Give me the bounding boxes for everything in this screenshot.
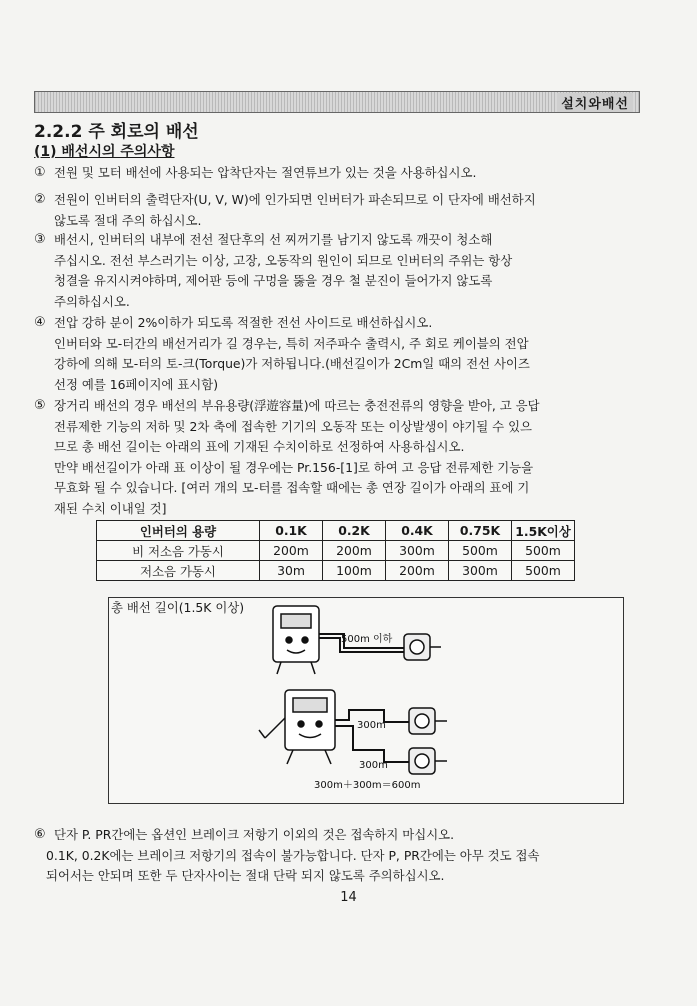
item-number: ① <box>34 165 46 180</box>
item-line: 전압 강하 분이 2%이하가 되도록 적절한 전선 사이드로 배선하십시오. <box>54 315 433 330</box>
item-6 <box>34 825 634 887</box>
table-header-row <box>97 521 575 541</box>
table-cell: 300m <box>386 541 449 561</box>
table-cell: 200m <box>260 541 323 561</box>
item-line: 않도록 절대 주의 하십시오. <box>54 212 202 228</box>
table-cell: 100m <box>323 561 386 581</box>
item-line: 주의하십시오. <box>54 293 130 309</box>
item-number: ③ <box>34 232 46 247</box>
wire-a-label: 300m <box>357 720 386 731</box>
item-number: ⑤ <box>34 398 46 413</box>
section-subtitle: (1) 배선시의 주의사항 <box>34 144 175 160</box>
table-header-cell: 1.5K이상 <box>512 521 575 541</box>
item-line: 배선시, 인버터의 내부에 전선 절단후의 선 찌꺼기를 남기지 않도록 깨끗이 청소해 <box>54 232 493 247</box>
item-line: 므로 총 배선 길이는 아래의 표에 기재된 수치이하로 선정하여 사용하십시오. <box>54 439 465 454</box>
table-cell: 200m <box>386 561 449 581</box>
header-label: 설치와배선 <box>557 93 633 112</box>
table-cell: 비 저소음 가동시 <box>97 541 260 561</box>
item-5 <box>34 396 634 519</box>
diagram-label: 총 배선 길이(1.5K 이상) <box>111 600 245 615</box>
table-cell: 300m <box>449 561 512 581</box>
table-cell: 저소음 가동시 <box>97 561 260 581</box>
item-line: 선정 예를 16페이지에 표시함) <box>54 376 219 392</box>
item-line: 0.1K, 0.2K에는 브레이크 저항기의 접속이 불가능합니다. 단자 P, PR간에는 아무 것도 접속 <box>46 847 540 863</box>
item-number: ② <box>34 192 46 207</box>
item-line: 재된 수치 이내일 것] <box>54 500 167 516</box>
table-cell: 200m <box>323 541 386 561</box>
item-line: 되어서는 안되며 또한 두 단자사이는 절대 단락 되지 않도록 주의하십시오. <box>46 868 445 883</box>
motor-top-icon <box>404 634 441 660</box>
header-bar <box>34 91 640 113</box>
top-wire-label: 500m 이하 <box>341 634 393 645</box>
page-number: 14 <box>340 890 357 905</box>
table-header-cell: 인버터의 용량 <box>97 521 260 541</box>
wiring-length-table <box>96 520 575 581</box>
table-cell: 30m <box>260 561 323 581</box>
item-4 <box>34 313 634 395</box>
item-3 <box>34 230 634 312</box>
item-line: 장거리 배선의 경우 배선의 부유용량(浮遊容量)에 따르는 충전전류의 영향을 받아, 고 응답 <box>54 398 540 413</box>
motor-a-icon <box>409 708 447 734</box>
item-line: 전원이 인버터의 출력단자(U, V, W)에 인가되면 인버터가 파손되므로 이 단자에 배선하지 <box>54 192 536 207</box>
item-1 <box>34 163 634 184</box>
table-cell: 500m <box>449 541 512 561</box>
item-line: 전원 및 모터 배선에 사용되는 압착단자는 절연튜브가 있는 것을 사용하십시오. <box>54 165 477 180</box>
diagram-illustration <box>109 598 623 803</box>
item-line: 전류제한 기능의 저하 및 2차 축에 접속한 기기의 오동작 또는 이상발생이 야기될 수 있으 <box>54 418 533 434</box>
motor-b-icon <box>409 748 447 774</box>
section-title: 2.2.2 주 회로의 배선 <box>34 122 199 142</box>
inverter-top-icon <box>273 606 319 674</box>
inverter-bottom-icon <box>259 690 335 764</box>
wire-b-label: 300m <box>359 760 388 771</box>
item-line: 만약 배선길이가 아래 표 이상이 될 경우에는 Pr.156-[1]로 하여 고 응답 전류제한 기능을 <box>54 459 534 475</box>
total-length-label: 300m＋300m＝600m <box>314 780 421 791</box>
table-row <box>97 541 575 561</box>
item-line: 단자 P. PR간에는 옵션인 브레이크 저항기 이외의 것은 접속하지 마십시오. <box>54 827 455 842</box>
item-line: 인버터와 모-터간의 배선거리가 길 경우는, 특히 저주파수 출력시, 주 회로 케이블의 전압 <box>54 335 529 351</box>
item-line: 무효화 될 수 있습니다. [여러 개의 모-터를 접속할 때에는 총 연장 길이가 아래의 표에 기 <box>54 480 530 495</box>
table-cell: 500m <box>512 561 575 581</box>
item-line: 주십시오. 전선 부스러기는 이상, 고장, 오동작의 원인이 되므로 인버터의 주위는 항상 <box>54 252 513 268</box>
table-header-cell: 0.4K <box>386 521 449 541</box>
item-number: ④ <box>34 315 46 330</box>
table-header-cell: 0.2K <box>323 521 386 541</box>
table-header-cell: 0.1K <box>260 521 323 541</box>
wire-branch-b <box>335 726 409 762</box>
item-2 <box>34 190 634 231</box>
item-line: 강하에 의해 모-터의 토-크(Torque)가 저하됩니다.(배선길이가 2Cm일 때의 전선 사이즈 <box>54 356 530 371</box>
item-number: ⑥ <box>34 827 46 842</box>
item-line: 청결을 유지시켜야하며, 제어판 등에 구멍을 뚫을 경우 철 분진이 들어가지 않도록 <box>54 273 493 288</box>
wiring-diagram <box>108 597 624 804</box>
table-header-cell: 0.75K <box>449 521 512 541</box>
table-row <box>97 561 575 581</box>
table-cell: 500m <box>512 541 575 561</box>
